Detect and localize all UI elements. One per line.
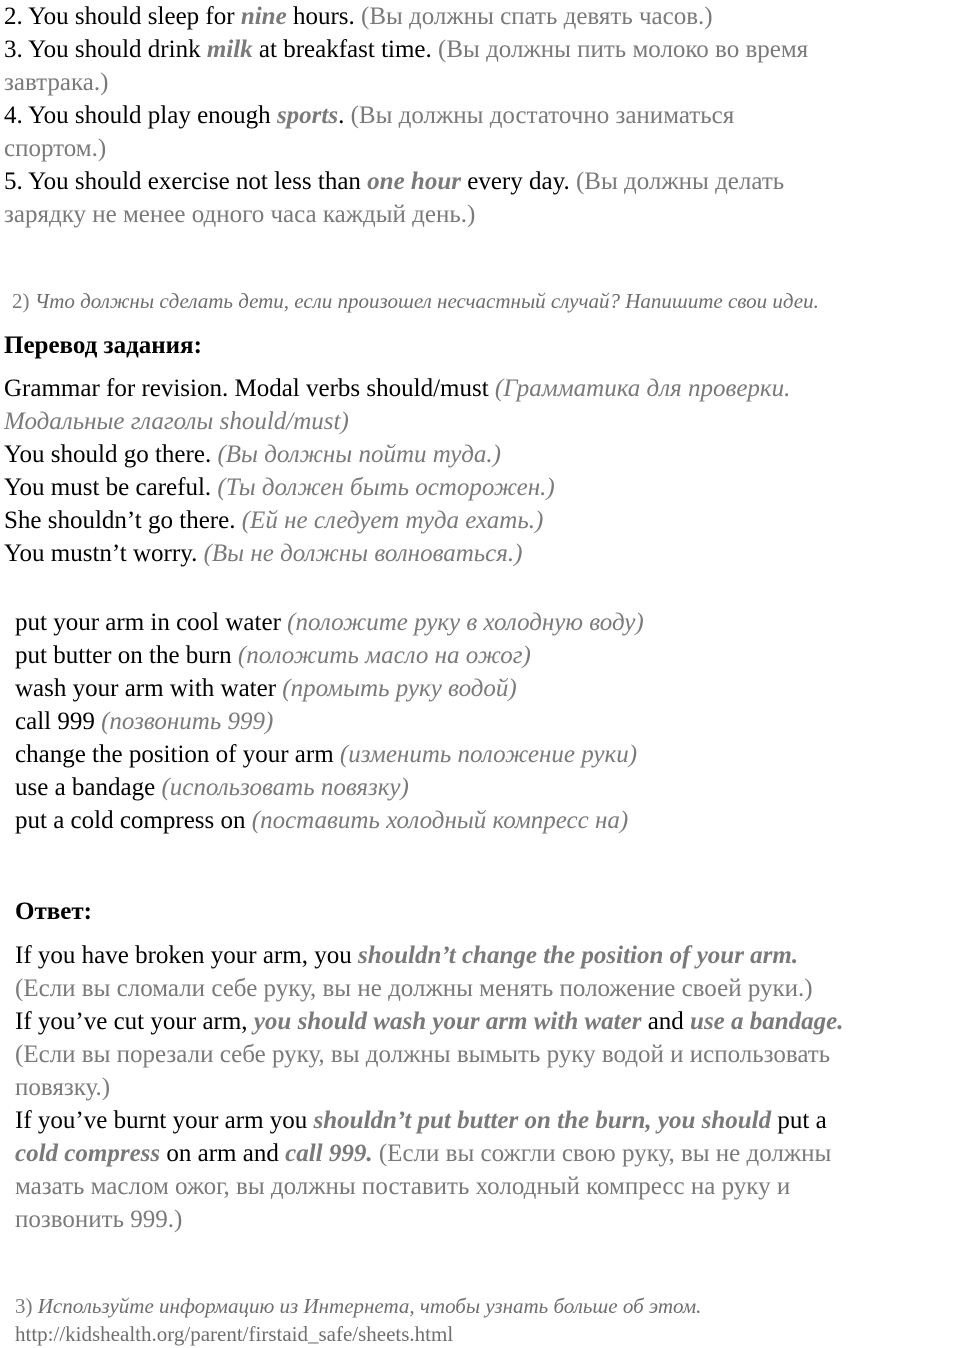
answer-line: If you have broken your arm, you shouldn’t change the position of your arm. — [15, 942, 799, 969]
grammar-line-cont: Модальные глаголы should/must) — [4, 408, 349, 435]
phrase-line: use a bandage (использовать повязку) — [15, 774, 409, 801]
answer-word: milk — [206, 36, 253, 63]
answer-line: If you’ve cut your arm, you should wash your arm with water and use a bandage. — [15, 1008, 844, 1035]
task-question: 3) Используйте информацию из Интернета, чтобы узнать больше об этом. — [15, 1294, 702, 1318]
list-item: 5. You should exercise not less than one hour every day. (Вы должны делать — [4, 168, 785, 195]
answer-translation: позвонить 999.) — [15, 1206, 183, 1233]
answer-translation: (Если вы порезали себе руку, вы должны вымыть руку водой и использовать — [15, 1041, 831, 1068]
grammar-line: Grammar for revision. Modal verbs should/must (Грамматика для проверки. — [4, 375, 791, 402]
answer-translation: мазать маслом ожог, вы должны поставить холодный компресс на руку и — [15, 1173, 791, 1200]
phrase-line: call 999 (позвонить 999) — [15, 708, 274, 735]
task-question: 2) Что должны сделать дети, если произошел несчастный случай? Напишите свои идеи. — [12, 289, 819, 313]
example-line: You should go there. (Вы должны пойти туда.) — [4, 441, 501, 468]
list-item: 3. You should drink milk at breakfast time. (Вы должны пить молоко во время — [4, 36, 809, 63]
phrase-line: put your arm in cool water (положите руку в холодную воду) — [15, 609, 644, 636]
example-line: You mustn’t worry. (Вы не должны волноваться.) — [4, 540, 523, 567]
answer-translation: повязку.) — [15, 1074, 111, 1101]
translation: (Вы должны пить молоко во время — [438, 36, 809, 63]
translation: (Вы должны делать — [575, 168, 785, 195]
answer-word: sports — [276, 102, 339, 129]
translation-cont: спортом.) — [4, 135, 107, 162]
reference-link[interactable]: http://kidshealth.org/parent/firstaid_safe/sheets.html — [15, 1322, 454, 1346]
phrase-line: change the position of your arm (изменить положение руки) — [15, 741, 638, 768]
translation-cont: завтрака.) — [4, 69, 109, 96]
translation-cont: зарядку не менее одного часа каждый день.) — [4, 201, 476, 228]
list-item: 2. You should sleep for nine hours. (Вы должны спать девять часов.) — [4, 3, 713, 30]
example-line: You must be careful. (Ты должен быть осторожен.) — [4, 474, 555, 501]
answer-line: If you’ve burnt your arm you shouldn’t put butter on the burn, you should put a — [15, 1107, 827, 1134]
answer-word: nine — [240, 3, 287, 30]
phrase-line: put a cold compress on (поставить холодный компресс на) — [15, 807, 629, 834]
section-heading: Перевод задания: — [4, 332, 202, 359]
answer-word: one hour — [367, 168, 461, 195]
answer-translation: (Если вы сломали себе руку, вы не должны менять положение своей руки.) — [15, 975, 813, 1002]
list-item: 4. You should play enough sports. (Вы должны достаточно заниматься — [4, 102, 735, 129]
example-line: She shouldn’t go there. (Ей не следует туда ехать.) — [4, 507, 544, 534]
translation: (Вы должны достаточно заниматься — [350, 102, 735, 129]
answer-line: cold compress on arm and call 999. (Если вы сожгли свою руку, вы не должны — [15, 1140, 832, 1167]
phrase-line: wash your arm with water (промыть руку водой) — [15, 675, 517, 702]
phrase-line: put butter on the burn (положить масло на ожог) — [15, 642, 531, 669]
translation: (Вы должны спать девять часов.) — [361, 3, 713, 30]
answer-heading: Ответ: — [15, 898, 92, 925]
